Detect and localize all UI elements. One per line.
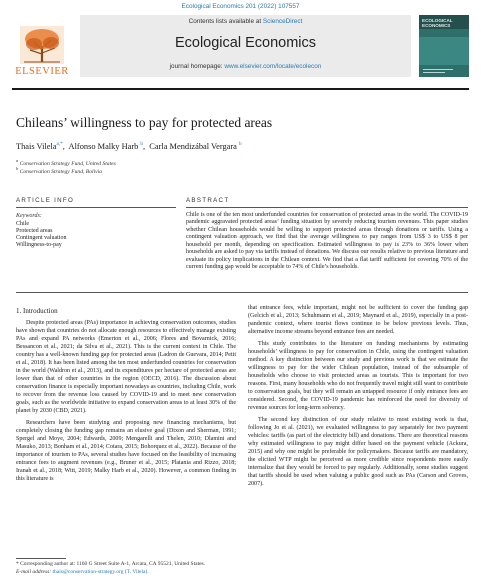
contents-prefix: Contents lists available at xyxy=(188,18,263,25)
body-paragraph: that entrance fees, while important, might not be sufficient to cover the funding gap (Gelcich et al., 2013; Schuhmann et al., 2019; Maynard et al., 2019), especially in a post-pandemic context, where tourist flows continue to be below previous levels. Thus, alternative income streams beyond entrance fees are needed. xyxy=(248,305,468,335)
author-affiliation-marker[interactable]: a,* xyxy=(56,141,63,147)
author-email-link[interactable]: thais@conservation-strategy.org (T. Vilela). xyxy=(52,569,149,575)
article-title: Chileans’ willingness to pay for protected areas xyxy=(16,115,273,130)
email-label: E-mail address: xyxy=(16,569,53,575)
affiliation-text: Conservation Strategy Fund, Bolivia xyxy=(19,168,102,175)
author-name[interactable]: Thais Vilela xyxy=(16,141,57,151)
homepage-prefix: journal homepage: xyxy=(169,63,225,70)
journal-homepage-link[interactable]: www.elsevier.com/locate/ecolecon xyxy=(224,63,322,70)
abstract-heading: ABSTRACT xyxy=(186,197,230,204)
article-info-rule xyxy=(16,207,176,208)
author-list: Thais Vilela$^{a,*}$, Alfonso Malky Harb $^b$, Carla Mendizábal Vergara $^b$ xyxy=(16,141,242,151)
elsevier-tree-icon xyxy=(20,26,64,64)
masthead-rule xyxy=(12,88,469,90)
body-left-column xyxy=(16,307,236,487)
affiliation-marker: a xyxy=(16,158,19,163)
keyword: Willingness-to-pay xyxy=(16,242,62,248)
sciencedirect-link[interactable]: ScienceDirect xyxy=(262,18,303,25)
affiliation xyxy=(16,166,102,175)
journal-banner xyxy=(80,15,411,77)
corresponding-author-note: * Corresponding author at: 1160 G Street Suite A-1, Arcata, CA 95521, United States. xyxy=(16,561,206,567)
author-name[interactable]: Alfonso Malky Harb xyxy=(68,141,139,151)
keyword: Protected areas xyxy=(16,228,53,234)
author-affiliation-marker[interactable]: b xyxy=(238,141,242,147)
cover-band xyxy=(419,37,469,65)
contents-line xyxy=(80,18,411,25)
affiliation-text: Conservation Strategy Fund, United States xyxy=(19,160,116,167)
journal-cover-thumbnail[interactable] xyxy=(419,15,469,77)
publisher-name: ELSEVIER xyxy=(15,66,69,77)
journal-name: Ecological Economics xyxy=(174,35,317,51)
author-name[interactable]: Carla Mendizábal Vergara xyxy=(149,141,237,151)
cover-line xyxy=(423,69,453,70)
masthead xyxy=(12,15,469,84)
body-paragraph: Researchers have been studying and proposing new financing mechanisms, but completely closing the funding gap remains an elusive goal (Dixon and Sherman, 1991; Spergel and Moye, 2004; Edwards, 2009; Mengarelli and Thelen, 2010; Dlamini and Masuko, 2013; Bonham et al., 2014; Cotara, 2015; Bohorquez et al., 2022). Because of the importance of tourism to PAs, several studies have focused on the feasibility of increasing entrance fees to augment revenues (e.g., Bruner et al., 2015; Platania and Rizzo, 2018; Iranah et al., 2018; Witt, 2019; Malky Harb et al., 2020). However, a common finding in this literature is xyxy=(16,420,236,482)
keywords-label: Keywords: xyxy=(16,213,42,219)
publisher-logo[interactable] xyxy=(12,15,72,77)
email-note xyxy=(16,569,149,575)
cover-line xyxy=(423,72,445,73)
article-info-heading: ARTICLE INFO xyxy=(16,197,75,204)
abstract-bottom-rule xyxy=(16,292,468,293)
keyword: Contingent valuation xyxy=(16,235,67,241)
abstract-rule xyxy=(186,207,468,208)
abstract-text: Chile is one of the ten most underfunded countries for conservation of protected areas in the world. The COVID-19 pandemic aggravated protected areas’ funding situation by severely reducing tourism revenues. This paper studies whether Chilean households would be willing to support protected areas through donations or tariffs. Using a contingent valuation approach, we find that the average willingness to pay ranges from US$ 3 to US$ 8 per household per month, depending on specification. Estimated willingness to pay is 23% to 36% lower when households are asked to pay via tariffs instead of donations. We discuss our results relative to previous literature and evaluate its policy implications in the Chilean context. We find that a flat tariff sufficient for covering 70% of the current funding gap would be acceptable to 74% of Chile’s households. xyxy=(186,212,468,271)
affiliation-marker: b xyxy=(16,166,19,171)
journal-reference[interactable]: Ecological Economics 201 (2022) 107557 xyxy=(181,3,300,10)
cover-title: ECOLOGICAL ECONOMICS xyxy=(422,18,453,28)
footnote-rule xyxy=(16,558,66,559)
introduction-heading: 1. Introduction xyxy=(16,307,58,315)
homepage-line xyxy=(80,63,411,70)
keyword: Chile xyxy=(16,221,29,227)
body-paragraph: Despite protected areas (PAs) importance in achieving conservation outcomes, studies have shown that countries do not allocate enough resources to effectively manage existing PAs and expand PA networks (Emerton et al., 2006; Flores and Bovarnick, 2016; Bessancon et al., 2021; da Silva et al., 2021). This is the current context in Chile. The country has a well-known funding gap for protected areas (Ladron de Guevara, 2014; Petit et al., 2018). It has been listed among the ten most underfunded countries for conservation in the world (Waldron et al., 2013), and its expenditures per hectare of protected areas are lower than that of other countries in the region (OECD, 2016). The discussion about conservation finance is especially important nowadays as countries, including Chile, work to recover from the revenue loss caused by COVID-19 and to meet new conservation goals, such as the worldwide initiative to expand conservation areas to at least 30% of the planet by 2030 (CBD, 2021). xyxy=(16,320,236,414)
body-paragraph: This study contributes to the literature on funding mechanisms by estimating households’ willingness to pay for conservation in Chile, using the contingent valuation method. A key distinction between our study and previous work is that we estimate the willingness to pay for the wider Chilean population, instead of the subsample of households who choose to visit protected areas as tourists. This is important for two reasons. First, many households who do not frequently travel might still want to contribute to conservation goals, but they will remain an untapped resource if only entrance fees are considered. Second, the COVID-19 pandemic has reinforced the need for diversity of revenue sources for long-term solvency. xyxy=(248,341,468,411)
body-right-column xyxy=(248,304,468,492)
body-paragraph: The second key distinction of our study relative to most existing work is that, following Jo et al. (2021), we evaluated willingness to pay separately for two payment vehicles: tariffs (as part of the electricity bill) and donations. There are theoretical reasons why estimated willingness to pay might differ based on the payment vehicle (Ackura, 2015) and why one might be preferable for policymakers. Because tariffs are mandatory, the elicited WTP might be perceived as more credible since respondents more easily internalize that they would be forced to pay regularly. Additionally, some studies suggest that tariffs should be used when valuing a public good such as PAs (Carson and Groves, 2007). xyxy=(248,417,468,487)
author-affiliation-marker[interactable]: b xyxy=(140,141,144,147)
